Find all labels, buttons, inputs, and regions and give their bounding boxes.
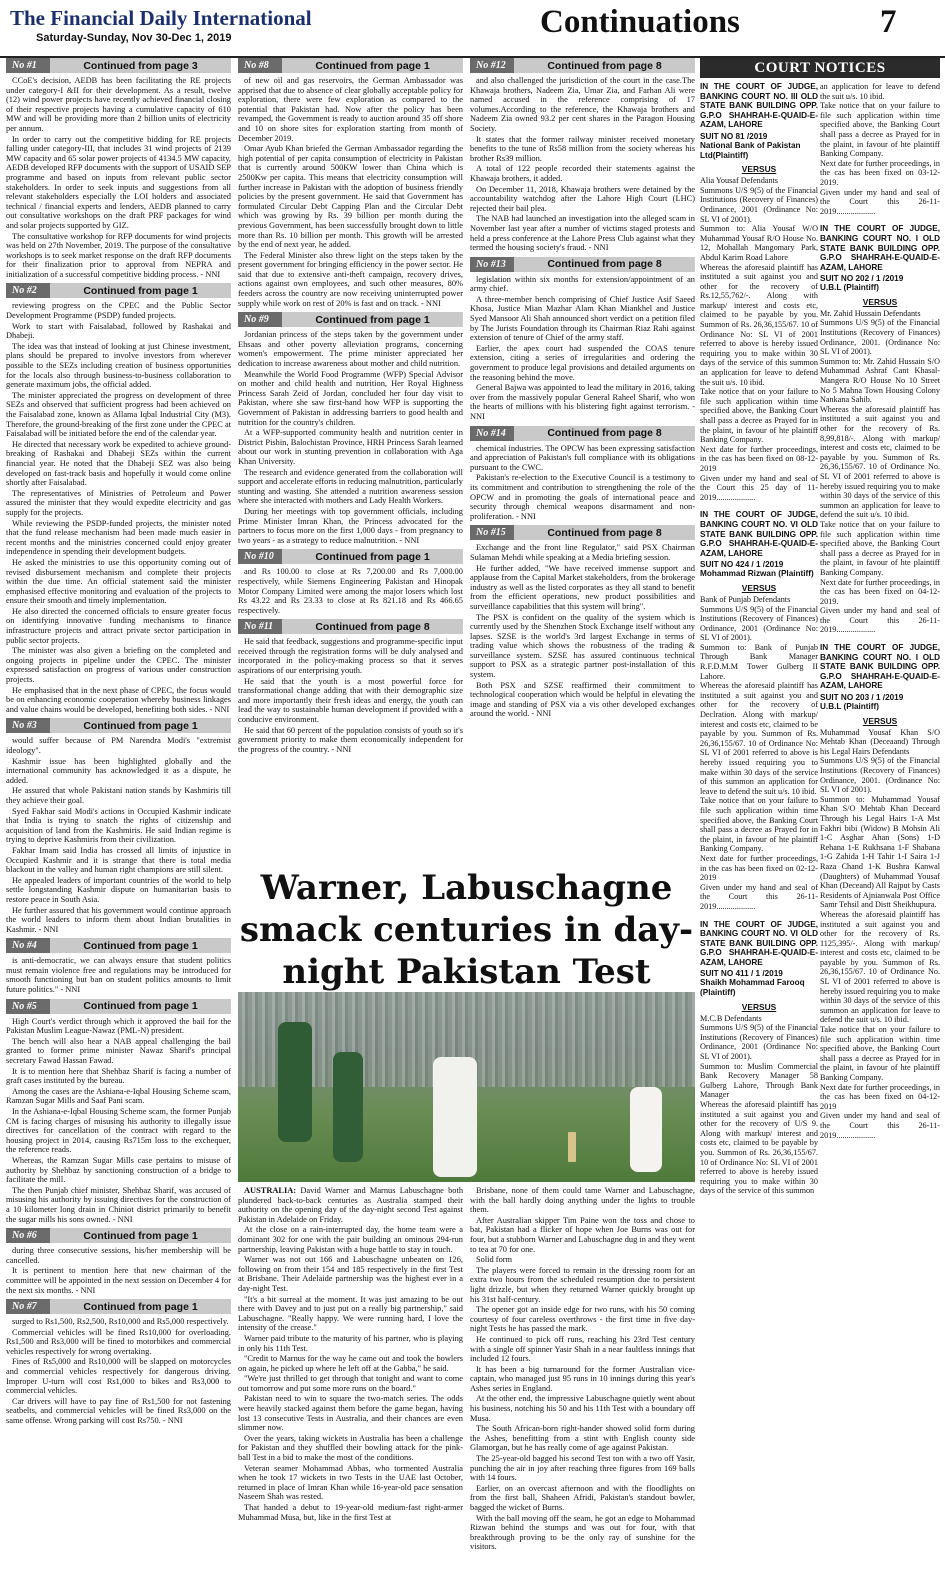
paragraph: In order to carry out the competitive bidding for RE projects falling under category-III, that includes 31 wind projects of 2139 MW capacity and 65 solar power projects of 4134.5 MW capacity, AEDB developed RFP documents with the support of USAID SEP programme and based on inputs from relevant public sector stakeholders. In order to seek inputs and suggestions from all relevant stakeholders especially the LOI holders and associated technical / financial experts and lenders, AEDB planned to carry out consultative workshops on the draft PRF packages for wind and solar projects supported by GIZ. bbox=[6, 134, 231, 230]
story-paragraph: Over the years, taking wickets in Australia has been a challenge for Pakistan and they shuffled their bowling attack for the pink-ball Test in a bid to make the most of the conditions. bbox=[238, 1433, 463, 1463]
paragraph: chemical industries. The OPCW has been expressing satisfaction and appreciation of Pakistan's full compliance with its obligations pursuant to the CWC. bbox=[470, 443, 695, 472]
story-paragraph: Earlier, on an overcast afternoon and with the floodlights on from the first ball, Shaheen Afridi, Pakistan's standout bowler, bagged the wicket of Burns. bbox=[470, 1483, 695, 1512]
notice-paragraph: Next date for further proceedings, in the cas has been fixed on 04-12-2019. bbox=[820, 577, 940, 606]
paragraph: He asked the ministries to use this opportunity coming out of revised disbursement mechanism and complete their projects within the due time. An official statement said the minister emphasised effective monitoring and evaluation of the projects to ensure their smooth and timely implementation. bbox=[6, 557, 231, 606]
paragraph: Jordanian princess of the steps taken by the government under Ehsaas and other poverty alleviation programs, concerning women's empowerment. The prime minister appreciated her dedication to increase awareness about mother and child nutrition. bbox=[238, 330, 463, 369]
paragraph: legislation within six months for extension/appointment of an army chief. bbox=[470, 274, 695, 294]
paragraph: Earlier, the apex court had suspended the COAS tenure extension, citing a series of irregularities and ordering the government to produce legal provisions and detailed arguments on the reasoning behind the move. bbox=[470, 343, 695, 382]
continuation-header bbox=[6, 1228, 231, 1243]
continuation-header bbox=[470, 525, 695, 540]
versus-label: VERSUS bbox=[862, 296, 898, 307]
continuation-block bbox=[6, 58, 231, 279]
suit-number: SUIT NO 202 / 1 /2019 bbox=[820, 274, 904, 284]
story-paragraph: The South African-born right-hander showed solid form during the Ashes, benefitting from a stint with English county side Glamorgan, but he has really come of age against Pakistan. bbox=[470, 1424, 695, 1453]
paragraph: Pakistan's re-election to the Executive Council is a testimony to its commitment and contribution to strengthening the role of the OPCW and in promoting the goals of international peace and security through chemical weapons disarmament and non-proliferation. - NNI bbox=[470, 473, 695, 521]
paragraph: He also directed the concerned officials to ensure greater focus on identifying innovative funding mechanisms to finance infrastructure projects and attract private sector participation in public sector projects. bbox=[6, 606, 231, 645]
story-paragraph: He continued to pick off runs, reaching his 23rd Test century with a single off spinner Yasir Shah in a near faultless innings that included 12 fours. bbox=[470, 1334, 695, 1364]
court-notice bbox=[820, 82, 940, 216]
notice-paragraph: Summon to: Mr. Zahid Hussain S/O Muhammad Ashraf Cant Khasal-Mangera R/O House No 10 Street No 5 Mahna Town Housing Colony Nankana Sahib. bbox=[820, 356, 940, 405]
continuation-body bbox=[470, 543, 695, 719]
continuation-header bbox=[470, 257, 695, 272]
continuation-body bbox=[6, 1017, 231, 1224]
stumps bbox=[568, 1132, 576, 1162]
story-paragraph: The 25-year-old bagged his second Test ton with a two off Yasir, punching the air in joy after reaching three figures from 169 balls with 14 fours. bbox=[470, 1454, 695, 1483]
notice-paragraph: Summons U/S 9(5) of the Financial Institutions (Recovery of Finances) Ordinance, 2001. (Ordinance No: SL VI of 2001). bbox=[820, 756, 940, 795]
page-number: 7 bbox=[880, 4, 897, 40]
paragraph: The idea was that instead of looking at just Chinese investment, plans should be prepared to involve investors from wherever possible to the SEZs including creation of business opportunities for the locals also through business-to-business collaboration to generate maximum jobs, the official added. bbox=[6, 341, 231, 390]
continuation-block bbox=[238, 58, 463, 308]
court-notice bbox=[700, 510, 818, 911]
paragraph: It is pertinent to mention here that new chairman of the committee will be appointed in the next session on December 4 for the next six months. - NNI bbox=[6, 1266, 231, 1295]
continuation-title: Continued from page 8 bbox=[315, 620, 430, 633]
continuation-header bbox=[470, 426, 695, 441]
story-paragraph: Solid form bbox=[476, 1255, 513, 1265]
notice-paragraph: Summon to: Bank of Punjab Through Bank Manager R.F.D.M.M Tower Gulberg II Lahore. bbox=[700, 642, 818, 681]
court-notices-column-1 bbox=[700, 82, 818, 1204]
notice-paragraph: Mr. Zahid Hussain Defendants bbox=[820, 308, 921, 318]
notice-paragraph: an application for leave to defend the suit u/s. 10 ibid. bbox=[820, 82, 940, 101]
paragraph: The NAB had launched an investigation into the alleged scam in November last year after a number of victims staged protests and held a press conference at the Lahore Press Club against what they termed the housing society's fraud. - NNI bbox=[470, 214, 695, 253]
continuation-header bbox=[6, 999, 231, 1014]
paragraph: The minister appreciated the progress on development of three SEZs and observed that sufficient progress had been achieved on the Faisalabad zone, known as Allama Iqbal Industrial City (M3). Therefore, the ground-breaking of the first zone under the CPEC at Faisalabad will be initiated before the end of the calendar year. bbox=[6, 390, 231, 439]
story-paragraph: Brisbane, none of them could tame Warner and Labuschagne, with the ball hardly doing anything under the lights to trouble them. bbox=[470, 1186, 695, 1215]
paragraph: It states that the former railway minister received monetary benefits to the tune of Rs58 million from the society whereas his brother Rs39 million. bbox=[470, 134, 695, 163]
story-paragraph: With the ball moving off the seam, he got an edge to Mohammad Rizwan behind the stumps and was out for four, with that breakthrough proving to be the only ray of sunshine for the visitors. bbox=[470, 1513, 695, 1552]
paragraph: Fakhar Imam said India has crossed all limits of injustice in Occupied Kashmir and it is strange that there is total media blackout in the valley and human right champions are still silent. bbox=[6, 845, 231, 875]
court-notice bbox=[700, 82, 818, 502]
notice-paragraph: Summons U/S 9(5) of the Financial Institutions (Recovery of Finances) Ordinance, 2001 (Ordinance No: SL VI of 2001). bbox=[700, 185, 818, 224]
notice-paragraph: Summons U/S 9(5) of the Financial Institutions (Recovery of Finances) Ordinance, 2001. (Ordinance No: SL VI of 2001). bbox=[820, 318, 940, 357]
notice-paragraph: Bank of Punjab Defendants bbox=[700, 594, 791, 604]
paragraph: Syed Fakhar said Modi's actions in Occupied Kashmir indicate that India is trying to snatch the rights of citizenship and acquisition of land from the Kashmiris. He said Indian regime is trying to deprive Kashmiris from their civilization. bbox=[6, 806, 231, 845]
notice-paragraph: Whereas the aforesaid plaintiff has instituted a suit against you and other for the recovery of Rs. 8,99,818/-. Along with markup/ interest and costs etc, claimed to be payable by you. Summon of Rs. 26,36,155/67. 10 of Ordinance No. SL VI of 2001 referred to above is hereby issued requiring you to make within 30 days of the service of this summon an application for leave to defend the suit u/s. 10 ibid. bbox=[820, 404, 940, 520]
story-paragraph: Veteran seamer Mohammad Abbas, who tormented Australia when he took 17 wickets in two Tests in the UAE last October, returned in place of Imran Khan while 16-year-old pace sensation Naseem Shah was rested. bbox=[238, 1463, 463, 1502]
plaintiff: U.B.L (Plaintiff) bbox=[820, 283, 879, 293]
continuation-header bbox=[6, 283, 231, 298]
suit-number: SUIT NO 81 /2019 bbox=[700, 131, 768, 141]
paragraph: Commercial vehicles will be fined Rs10,000 for overloading. Rs1,500 and Rs3,000 will be fined to motorbikes and commercial vehicles respectively for wrong overtaking. bbox=[6, 1327, 231, 1356]
paragraph: The then Punjab chief minister, Shehbaz Sharif, was accused of misusing his authority by issuing directives for the construction of a 10 kilometer long drain in Chiniot district primarily to benefit the sugar mills his sons owned. - NNI bbox=[6, 1185, 231, 1224]
paragraph: While reviewing the PSDP-funded projects, the minister noted that the fund release mechanism had been made much easier in recent months and the ministries concerned could enjoy greater independence in spending their development budgets. bbox=[6, 518, 231, 557]
paragraph: He assured that whole Pakistani nation stands by Kashmiris till they achieve their goal. bbox=[6, 786, 231, 805]
notice-paragraph: Take notice that on your failure to file such application within time specified above, the Banking Court shall pass a decree as Prayed for in the plaint, in favour of hte plaintiff Banking Company. bbox=[820, 101, 940, 159]
paragraph: and also challenged the jurisdiction of the court in the case.The Khawaja brothers, Nadeem Zia, Umar Zia, and Farhan Ali were named accused in the reference comprising of 17 volumes.According to the reference, the Khawaja brothers and Nadeem Zia owned 93.2 per cent shares in the Paragon Housing Society. bbox=[470, 76, 695, 133]
continuation-body bbox=[6, 736, 231, 934]
continuation-header bbox=[6, 58, 231, 73]
paragraph: He further assured that his government would continue approach the world leaders to inform them about Indian brutalities in Kashmir. - NNI bbox=[6, 905, 231, 934]
continuation-block bbox=[470, 257, 695, 422]
continuation-number: No #4 bbox=[6, 938, 50, 953]
notice-paragraph: Take notice that on your failure to file such application within time specified above, the Banking Court shall pass a decree as Prayed for in the plaint, in favour of hte plaintiff Banking Company. bbox=[700, 796, 818, 854]
story-paragraph: The players were forced to remain in the dressing room for an extra two hours from the scheduled resumption due to persistent light drizzle, but when they returned Warner quickly brought up his 31st half-century. bbox=[470, 1265, 695, 1304]
versus-label: VERSUS bbox=[741, 582, 777, 593]
continuation-number: No #3 bbox=[6, 718, 50, 733]
continuation-block bbox=[6, 938, 231, 994]
issue-date: Saturday-Sunday, Nov 30-Dec 1, 2019 bbox=[36, 32, 232, 44]
story-paragraph: Warner was not out 166 and Labuschagne unbeaten on 126, following on from their 154 and 185 respectively in the first Test at Brisbane. Their Adelaide partnership was the highest ever in a day-night Test. bbox=[238, 1255, 463, 1293]
paragraph: A total of 122 people recorded their statements against the Khawaja brothers, it added. bbox=[470, 164, 695, 183]
continuation-body bbox=[238, 567, 463, 615]
continuation-block bbox=[470, 58, 695, 253]
continuation-number: No #11 bbox=[238, 619, 282, 634]
continuation-title: Continued from page 8 bbox=[547, 427, 662, 440]
continuation-title: Continued from page 8 bbox=[547, 59, 662, 72]
paragraph: Fines of Rs5,000 and Rs10,000 will be slapped on motorcycles and commercial vehicles respectively for dangerous driving. Improper U-turn will cost Rs1,000 to bikes and Rs3,000 to commercial vehicles. bbox=[6, 1357, 231, 1396]
court-notice bbox=[820, 643, 940, 1140]
notice-paragraph: Next date for further proceedings, in the cas has been fixed on 03-12-2019. bbox=[820, 158, 940, 187]
continuation-title: Continued from page 3 bbox=[83, 59, 198, 72]
paragraph: Among the cases are the Ashiana-e-Iqbal Housing Scheme scam, Ramzan Sugar Mills and Saaf Pani scam. bbox=[6, 1086, 231, 1106]
notice-paragraph: Take notice that on your failure to file such application within time specified above, the Banking Court shall pass a decree as Prayed for in the plaint, in favour of hte plaintiff Banking Company. bbox=[700, 387, 818, 445]
continuation-number: No #1 bbox=[6, 58, 50, 73]
story-paragraph bbox=[238, 1186, 463, 1224]
paragraph: CCoE's decision, AEDB has been facilitating the RE projects under category-I &II for their development. As a result, twelve (12) wind power projects have recently achieved financial closing of their respective projects having a cumulative capacity of 610 MW and will be providing more than 2 billion units of electricity per annum. bbox=[6, 76, 231, 133]
story-paragraph: "We're just thrilled to get through that tonight and want to come out tomorrow and put some more runs on the board." bbox=[238, 1374, 463, 1393]
story-paragraph: At the close on a rain-interrupted day, the home team were a dominant 302 for one with the pair building an ominous 294-run partnership, leaving Pakistan with a huge battle to stay in touch. bbox=[238, 1225, 463, 1254]
continuation-block bbox=[6, 999, 231, 1224]
continuation-title: Continued from page 1 bbox=[83, 284, 198, 297]
story-lead-text: David Warner and Marnus Labuschagne both plundered back-to-back centuries as Australia stamped their authority on the opening day of the day-night second Test against Pakistan in Adelaide on Friday. bbox=[238, 1186, 464, 1224]
story-paragraph: "Credit to Marnus for the way he came out and took the bowlers on again, he picked up where he left off at the Gabba," he said. bbox=[238, 1354, 463, 1373]
paragraph: It is to mention here that Shehbaz Sharif is facing a number of graft cases instituted by the bureau. bbox=[6, 1066, 231, 1086]
continuation-number: No #12 bbox=[470, 58, 514, 73]
paragraph: of new oil and gas reservoirs, the German Ambassador was apprised that due to absence of clear globally acceptable policy for exploration, there were few exploration as compared to the potential that Pakistan had. Now after the policy has been revamped, the Government is ready to auction around 35 off shore and 10 on shore sites for exploration starting from month of December 2019. bbox=[238, 76, 463, 143]
notice-paragraph: Next date for further proceedings, in the cas has been fixed on 08-12-2019 bbox=[700, 444, 818, 473]
continuation-block bbox=[470, 525, 695, 719]
paragraph: Meanwhile the World Food Programme (WFP) Special Advisor on mother and child health and nutrition, Her Royal Highness Princess Sarah Zeid of Jordan, concluded her four day visit to Pakistan, where she saw first-hand how WFP is supporting the Government of Pakistan in addressing barriers to good health and nutrition for the country's children. bbox=[238, 369, 463, 427]
notice-paragraph: Alia Yousaf Defendants bbox=[700, 176, 778, 186]
paragraph: Car drivers will have to pay fine of Rs1,500 for not fastening seatbelts, and commercial vehicles will be fined Rs3,000 on the same offense. Wrong parking will cost Rs750. - NNI bbox=[6, 1396, 231, 1426]
story-paragraph: That handed a debut to 19-year-old medium-fast right-armer Muhammad Musa, but, like in the first Test at bbox=[238, 1503, 463, 1522]
paragraph: would suffer because of PM Narendra Modi's "extremist ideology". bbox=[6, 736, 231, 755]
continuation-body bbox=[238, 76, 463, 308]
paragraph: He appealed leaders of important countries of the world to help settle longstanding Kashmir dispute on humanitarian basis to restore peace in South Asia. bbox=[6, 875, 231, 904]
continuation-title: Continued from page 1 bbox=[315, 550, 430, 563]
paragraph: On December 11, 2018, Khawaja brothers were detained by the accountability watchdog after the Lahore High Court (LHC) rejected their bail plea. bbox=[470, 184, 695, 213]
court-name: IN THE COURT OF JUDGE, BANKING COURT NO. I OLD STATE BANK BUILDING OPP. G.P.O SHAHRAH-E-QUAID-E-AZAM, LAHORE bbox=[820, 224, 940, 272]
paragraph: during three consecutive sessions, his/her membership will be cancelled. bbox=[6, 1246, 231, 1265]
paragraph: General Bajwa was appointed to lead the military in 2016, taking over from the massively popular General Raheel Sharif, who won the hearts of millions with his blistering fight against terrorism. - NNI bbox=[470, 383, 695, 421]
story-paragraph: Warner paid tribute to the maturity of his partner, who is playing in only his 11th Test. bbox=[238, 1333, 463, 1353]
paragraph: The PSX is confident on the quality of the system which is currently used by the Shenzhen Stock Exchange itself without any lapses. SZSE is the world's 3rd largest Exchange in terms of trading value which shows the robustness of the trading & surveillance system. SZSE has assured continuous technical support to PSX as a strategic partner post-installation of this system. bbox=[470, 612, 695, 680]
court-notices-column-2 bbox=[820, 82, 940, 1148]
paragraph: He directed that necessary work be expedited to achieve ground-breaking of Rashakai and Dhabeji SEZs within the current financial year. He noted that the Dhabeji SEZ was also being developed on fast-track basis and hopefully it would come online shortly after Faisalabad. bbox=[6, 439, 231, 488]
plaintiff: U.B.L (Plaintiff) bbox=[820, 702, 879, 712]
column-1 bbox=[6, 58, 231, 1430]
continuation-body bbox=[238, 637, 463, 754]
court-name: IN THE COURT OF JUDGE, BANKING COURT NO. VI OLD STATE BANK BUILDING OPP. G.P.O SHAHRAH-E-QUAID-E-AZAM, LAHORE bbox=[700, 919, 818, 967]
paragraph: Omar Ayub Khan briefed the German Ambassador regarding the high potential of per capita consumption of electricity in Pakistan that is currently around 500KW lower than China which is 2500Kw per capita. This means that electricity consumption will further increase in Pakistan with the adoption of business friendly policies by the present government. He said that Government has formulated Circular Debt Capping Plan and the Circular Debt which was growing by Rs. 39 billion per month during the previous Government, has been successfully brought down to little more than Rs. 10 billion per month. This growth will be arrested by the end of next year, he added. bbox=[238, 144, 463, 250]
continuation-body bbox=[6, 1246, 231, 1295]
paragraph: During her meetings with top government officials, including Prime Minister Imran Khan, the Princess advocated for the partners to focus more on the first 1,000 days - from pregnancy to two years - as a strategy to reduce malnutrition. - NNI bbox=[238, 506, 463, 545]
cricket-photo bbox=[238, 992, 695, 1182]
continuation-number: No #5 bbox=[6, 999, 50, 1014]
paragraph: High Court's verdict through which it approved the bail for the Pakistan Muslim League-Nawaz (PML-N) president. bbox=[6, 1016, 231, 1036]
story-paragraph: "It's a bit surreal at the moment. It was just amazing to be out there with Davey and to just put on a really big partnership," said Labuschagne. "Really happy. We were running hard, I love the intensity of the crease." bbox=[238, 1294, 463, 1333]
continuation-number: No #2 bbox=[6, 283, 50, 298]
notice-paragraph: Given under my hand and seal of the Court this 26-11-2019................... bbox=[700, 882, 818, 911]
column-3 bbox=[470, 58, 695, 723]
continuation-number: No #13 bbox=[470, 257, 514, 272]
bowler-figure bbox=[433, 1057, 477, 1177]
paragraph: The research and evidence generated from the collaboration will support and accelerate efforts in reducing malnutrition, particularly stunting and wasting. She attended a nutrition awareness session where she interacted with mothers and Lady Health Workers. bbox=[238, 467, 463, 506]
paragraph: reviewing progress on the CPEC and the Public Sector Development Programme (PSDP) funded projects. bbox=[6, 301, 231, 321]
paragraph: and Rs 100.00 to close at Rs 7,200.00 and Rs 7,000.00 respectively, while Siemens Engineering Pakistan and Hinopak Motor Company Limited were among the major losers which lost Rs 43.22 and Rs 23.33 to close at Rs 821.18 and Rs 466.65 respectively. bbox=[238, 567, 463, 615]
masthead bbox=[0, 0, 945, 58]
suit-number: SUIT NO 411 / 1 /2019 bbox=[700, 969, 783, 979]
continuation-body bbox=[470, 76, 695, 253]
notice-paragraph: Given under my hand and seal of the Court this 26-11-2019................... bbox=[820, 606, 940, 635]
column-2 bbox=[238, 58, 463, 758]
continuation-header bbox=[238, 549, 463, 564]
continuation-block bbox=[6, 283, 231, 714]
notice-paragraph: Muhammad Yousaf Khan S/O Mehtab Khan (Deceaand) Through his Legal Hairs Defendants bbox=[820, 727, 940, 756]
continuation-title: Continued from page 1 bbox=[83, 939, 198, 952]
notice-paragraph: Whereas the aforesaid plaintiff has instituted a suit against you and other for the recovery of Rs.12,55,762/-. Along with markup/ interest and costs etc, claimed to be payable by you. Summon of Rs. 26,36,155/67. 10 of Ordinance No: SL VI of 2001 referred to above is hereby issued requiring you to make within 30 days of the service of this summon an application for leave to defend the suit u/s. 10 ibid. bbox=[700, 262, 818, 387]
versus-label: VERSUS bbox=[862, 715, 898, 726]
court-name: IN THE COURT OF JUDGE, BANKING COURT NO. I OLD STATE BANK BUILDING OPP. G.P.O SHAHRAH-E-QUAID-E-AZAM, LAHORE bbox=[820, 643, 940, 691]
paragraph: is anti-democratic, we can always ensure that student politics must remain violence free and regulations may be introduced for smooth functioning but ban on student politics amounts to limit future politics." - NNI bbox=[6, 956, 231, 995]
continuation-header bbox=[238, 58, 463, 73]
paragraph: At a WFP-supported community health and nutrition center in District Pishin, Balochistan Province, HRH Princess Sarah learned about our work in stunting prevention in collaboration with Aga Khan University. bbox=[238, 428, 463, 466]
paragraph: Work to start with Faisalabad, followed by Rashakai and Dhabeji. bbox=[6, 321, 231, 341]
continuation-header bbox=[238, 619, 463, 634]
continuation-block bbox=[238, 312, 463, 545]
court-name: IN THE COURT OF JUDGE, BANKING COURT NO. VI OLD STATE BANK BUILDING OPP. G.P.O SHAHRAH-E-QUAID-E-AZAM, LAHORE bbox=[700, 510, 818, 558]
notice-paragraph: Summons U/S 9(5) of the Financial Institutions (Recovery of Finances) Ordinance, 2001 (Ordinance No: SL VI of 2001). bbox=[700, 1023, 818, 1062]
notice-paragraph: M.C.B Defendants bbox=[700, 1013, 762, 1023]
paragraph: The Federal Minister also threw light on the steps taken by the present government for bringing efficiency in the power sector. He said that due to extensive anti-theft campaign, recovery drives, actions against own employees, and such other measures, 80% feeders across the country are now receiving uninterrupted power supply while work on rest of 20% is fast and on track. - NNI bbox=[238, 250, 463, 308]
notice-paragraph: Summon to: Muslim Commercial Bank Recovery Manager 58 Gulberg Lahore, Through Bank Manager bbox=[700, 1061, 818, 1100]
paragraph: He said that the youth is a most powerful force for transformational change adding that with their demographic size and more importantly their fresh ideas and energy, the youth can lead the way to sustainable human development if provided with a conducive environment. bbox=[238, 676, 463, 725]
plaintiff: Mohammad Rizwan (Plaintiff) bbox=[700, 569, 814, 579]
story-dateline: AUSTRALIA: bbox=[244, 1186, 297, 1195]
story-paragraph: After Australian skipper Tim Paine won the toss and chose to bat, Pakistan had a flicker of hope when Joe Burns was out for four, but a stubborn Warner and Labuschagne dug in and they went to tea at 70 for one. bbox=[470, 1215, 695, 1254]
court-name: IN THE COURT OF JUDGE, BANKING COURT NO. III OLD STATE BANK BUILDING OPP. G.P.O SHAHRAH-E-QUAID-E-AZAM, LAHORE bbox=[700, 82, 818, 130]
continuation-title: Continued from page 8 bbox=[547, 258, 662, 271]
paragraph: The bench will also hear a NAB appeal challenging the bail granted to former prime minister Nawaz Sharif's principal secretary Fawad Hassan Fawad. bbox=[6, 1036, 231, 1066]
continuation-body bbox=[6, 301, 231, 714]
continuation-title: Continued from page 1 bbox=[315, 59, 430, 72]
notice-paragraph: Take notice that on your failure to file such application within time specified above, the Banking Court shall pass a decree as Prayed for in the plaint, in favour of hte plaintiff Banking Company. bbox=[820, 1025, 940, 1082]
notice-paragraph: Whereas the aforesaid plaintiff has instituted a suit against you and other for the recovery of U/S 9. Along with markup/ interest and costs etc, claimed to be payable by you. Summon of Rs. 26,36,155/67. 10 of Ordinance No: SL VI of 2001 referred to above is hereby issued requiring you to make within 30 days of the service of this summon bbox=[700, 1100, 818, 1196]
continuation-header bbox=[6, 938, 231, 953]
suit-number: SUIT NO 424 / 1 /2019 bbox=[700, 560, 784, 570]
section-title: Continuations bbox=[540, 4, 740, 40]
continuation-header bbox=[470, 58, 695, 73]
player-figure bbox=[333, 1052, 363, 1162]
continuation-title: Continued from page 1 bbox=[83, 1000, 198, 1013]
story-column-1 bbox=[238, 1186, 463, 1523]
notice-paragraph: Given under my hand and seal of the Court this 25 day of 11-2019................... bbox=[700, 473, 818, 502]
paragraph: A three-member bench comprising of Chief Justice Asif Saeed Khosa, Justice Mian Mazhar Alam Khan Miankhel and Justice Syed Mansoor Ali Shah announced short verdict on a petition filed by The Jurists Foundation through its Chairman Riaz Rahi against extension of tenure of Chief of the army staff. bbox=[470, 294, 695, 343]
continuation-body bbox=[470, 275, 695, 422]
court-notices-header: COURT NOTICES bbox=[700, 58, 940, 78]
versus-label: VERSUS bbox=[741, 1001, 777, 1012]
continuation-number: No #15 bbox=[470, 525, 514, 540]
continuation-title: Continued from page 1 bbox=[83, 1229, 198, 1242]
continuation-number: No #9 bbox=[238, 312, 282, 327]
paragraph: He emphasised that in the next phase of CPEC, the focus would be on enhancing economic cooperation whereby business linkages and value chains would be developed, benefiting both sides. - NNI bbox=[6, 685, 231, 714]
story-paragraph: It has been a big turnaround for the former Australian vice-captain, who managed just 95 runs in 10 innings during this year's Ashes series in England. bbox=[470, 1364, 695, 1393]
versus-label: VERSUS bbox=[741, 164, 777, 175]
paragraph: surged to Rs1,500, Rs2,500, Rs10,000 and Rs5,000 respectively. bbox=[12, 1317, 229, 1327]
continuation-header bbox=[6, 718, 231, 733]
plaintiff: Shaikh Mohammad Farooq (Plaintiff) bbox=[700, 978, 805, 998]
notice-paragraph: Summon to: Muhammad Yousaf Khan S/O Mehtab Khan Deceard Through his Legal Hairs 1-A Mst Fakhri bibi (Widow) B Mohsin Ali 1-C Asghar Ahan (Sons) 1-D Rehana 1-E Rukhsana 1-F Shabana 1-G Zahida 1-H Tahir 1-I Saira 1-J Raza Chand 1-K Bushra Kanwal (Daughters) of Muhammad Yousaf Khan (Deceand) All Rajput by Casts Residents of Ajnianwala Post Office Samr Tehsil and Distt Sheikhupura. bbox=[820, 794, 940, 910]
paragraph: He said that 60 percent of the population consists of youth so it's government priority to make them economically independent for the progress of the country. - NNI bbox=[238, 725, 463, 754]
continuation-number: No #7 bbox=[6, 1299, 50, 1314]
continuation-header bbox=[6, 1299, 231, 1314]
notice-paragraph: Given under my hand and seal of the Court this 26-11-2019................... bbox=[820, 1111, 940, 1140]
continuation-title: Continued from page 1 bbox=[83, 1300, 198, 1313]
paragraph: The minister was also given a briefing on the completed and ongoing projects in pipeline under the CPEC. The minister expressed satisfaction on progress of various under construction projects. bbox=[6, 646, 231, 685]
continuation-number: No #6 bbox=[6, 1228, 50, 1243]
story-headline: Warner, Labuschagne smack centuries in day-night Pakistan Test bbox=[239, 867, 694, 992]
batsman-figure bbox=[630, 1087, 662, 1172]
continuation-block bbox=[6, 1228, 231, 1295]
story-paragraph: Pakistan need to win to square the two-match series. The odds were heavily stacked against them before the game began, having lost 13 consecutive Tests in Australia, and their chances are even slimmer now. bbox=[238, 1394, 463, 1433]
continuation-body bbox=[6, 956, 231, 994]
notice-paragraph: Whereas the aforesaid plaintiff has instituted a suit against you and other for the recovery of Rs. 1125,395/-. Along with markup/ interest and costs etc, claimed to be payable by you. Summon of Rs. 26,36,155/67. 10 of Ordinance No. SL VI of 2001 referred to above is hereby issued requiring you to make within 30 days of the service of this summon an application for leave to defend the suit u/s. 10 ibid. bbox=[820, 909, 940, 1025]
paragraph: Exchange and the front line Regulator," said PSX Chairman Sulaman Mehdi while speaking at a Media briefing session. bbox=[470, 543, 695, 562]
paragraph: The consultative workshop for RFP documents for wind projects was held on 27th November, 2019. The purpose of the consultative workshops is to seek market response on the draft RFP documents for their finalization prior to approval from NEPRA and initialization of a successful competitive bidding process. - NNI bbox=[6, 231, 231, 279]
continuation-block bbox=[238, 619, 463, 754]
paragraph: In the Ashiana-e-Iqbal Housing Scheme scam, the former Punjab CM is facing charges of misusing his authority to illegally issue directives for cancellation of the contract with regard to the housing project in 2014, causing Rs715m loss to the exchequer, the reference reads. bbox=[6, 1107, 231, 1155]
notice-paragraph: Summon to: Alia Yousaf W/O Muhammad Yousaf R/O House No. 12, Mohallah Mangomary Park, Abdul Karim Road Lahore bbox=[700, 224, 818, 262]
story-paragraph: The opener got an inside edge for two runs, with his 50 coming courtesy of four careless overthrows - the first time in five day-night Tests he has passed the mark. bbox=[470, 1305, 695, 1334]
continuation-number: No #8 bbox=[238, 58, 282, 73]
story-column-2 bbox=[470, 1186, 695, 1553]
paragraph: Whereas, the Ramzan Sugar Mills case pertains to misuse of authority by Shehbaz by sanctioning construction of a bridge to facilitate the mill. bbox=[6, 1155, 231, 1185]
plaintiff: National Bank of Pakistan Ltd(Plaintiff) bbox=[700, 140, 801, 160]
paragraph: The representatives of Ministries of Petroleum and Power assured the minister that they would expedite electricity and gas supply for the projects. bbox=[6, 488, 231, 517]
continuation-body bbox=[238, 330, 463, 545]
court-notice bbox=[700, 920, 818, 1196]
continuation-block bbox=[470, 426, 695, 522]
notice-paragraph: Take notice that on your failure to file such application within time specified above, the Banking Court shall pass a decree as Prayed for in the plaint, in favour of hte plaintiff Banking Company. bbox=[820, 519, 940, 577]
continuation-number: No #10 bbox=[238, 549, 282, 564]
player-figure bbox=[278, 1022, 312, 1142]
story-paragraph: At the other end, the impressive Labuschagne quietly went about his business, notching his 50 and his 11th Test with a boundary off Musa. bbox=[470, 1394, 695, 1423]
continuation-title: Continued from page 8 bbox=[547, 526, 662, 539]
paragraph: Both PSX and SZSE reaffirmed their commitment to technological cooperation which would be helpful in elevating the image and standing of PSX via a vis other developed exchanges around the world. - NNI bbox=[470, 680, 695, 719]
continuation-block bbox=[6, 1299, 231, 1426]
paragraph: He said that feedback, suggestions and programme-specific input received through the registration forms will be duly analysed and incorporated in the policy-making process so that it serves aspirations of our enterprising youth. bbox=[238, 637, 463, 676]
continuation-block bbox=[6, 718, 231, 934]
continuation-title: Continued from page 1 bbox=[83, 719, 198, 732]
notice-paragraph: Next date for further proceedings, in the cas has been fixed on 04-12-2019 bbox=[820, 1082, 940, 1111]
notice-paragraph: Given under my hand and seal of the Court this 26-11-2019................... bbox=[820, 187, 940, 216]
continuation-header bbox=[238, 312, 463, 327]
continuation-title: Continued from page 1 bbox=[315, 313, 430, 326]
court-notice bbox=[820, 224, 940, 635]
notice-paragraph: Whereas the aforesaid plaintiff has instituted a suit against you and other for the recovery of Declration. Along with markup/ interest and costs etc, claimed to be payable by you. Summon of Rs. 26,36,155/67. 10 of Ordinance No: SL VI of 2001 referred to above is hereby issued requiring you to make within 30 days of the service of this summon an application for leave to defend the suit u/s. 10 ibid. bbox=[700, 681, 818, 796]
continuation-number: No #14 bbox=[470, 426, 514, 441]
notice-paragraph: Next date for further proceedings, in the cas has been fixed on 02-12-2019 bbox=[700, 853, 818, 883]
notice-paragraph: Summons U/S 9(5) of the Financial Institutions (Recovery of Finances) Ordinance, 2001 (Ordinance No: SL VI of 2001). bbox=[700, 604, 818, 643]
continuation-body bbox=[470, 444, 695, 522]
continuation-block bbox=[238, 549, 463, 615]
continuation-body bbox=[6, 1317, 231, 1426]
paragraph: He further added, "We have received immense support and applause from the Capital Market stakeholders, from the brokerage industry as well as the listed corporates as they all stand to benefit from the efficient operations, new product possibilities and surveillance capabilities that this system will bring". bbox=[470, 563, 695, 611]
newspaper-brand: The Financial Daily International bbox=[10, 6, 312, 30]
paragraph: Kashmir issue has been highlighted globally and the international community has acknowledged it as a dispute, he added. bbox=[6, 756, 231, 785]
suit-number: SUIT NO 203 / 1 /2019 bbox=[820, 693, 904, 703]
continuation-body bbox=[6, 76, 231, 279]
